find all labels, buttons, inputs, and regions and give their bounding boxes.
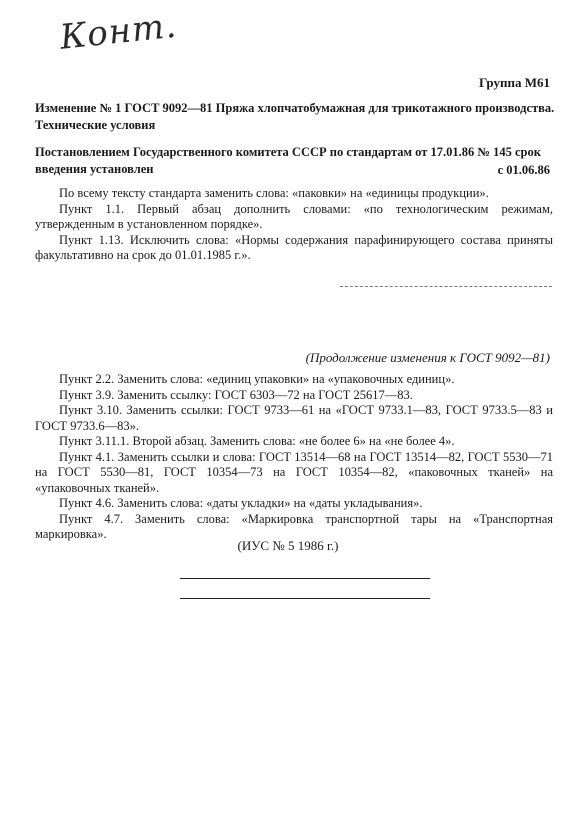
amendment-part-1 [35, 186, 553, 264]
amendment-title: Изменение № 1 ГОСТ 9092—81 Пряжа хлопчатобумажная для трикотажного производства. Технические условия [35, 101, 555, 132]
paragraph: Пункт 4.6. Заменить слова: «даты укладки» на «даты укладывания». [59, 496, 423, 510]
resolution-text: Постановлением Государственного комитета СССР по стандартам от 17.01.86 № 145 срок введения установлен [35, 145, 541, 176]
group-label: Группа М61 [478, 75, 550, 90]
paragraph: Пункт 4.1. Заменить ссылки и слова: ГОСТ 13514—68 на ГОСТ 13514—82, ГОСТ 5530—71 на ГОСТ 5530—81, ГОСТ 10354—73 на ГОСТ 10354—82, «паковочных тканей» на «упаковочных тканей». [35, 449, 553, 495]
separator-line [340, 286, 552, 287]
source-note: (ИУС № 5 1986 г.) [237, 538, 339, 553]
paragraph: Пункт 1.13. Исключить слова: «Нормы содержания парафинирующего состава приняты факультативно на срок до 01.01.1985 г.». [35, 232, 553, 262]
paragraph: Пункт 1.1. Первый абзац дополнить словами: «по технологическим режимам, утвержденным в установленном порядке». [35, 201, 553, 231]
separator-line [180, 578, 430, 579]
paragraph: По всему тексту стандарта заменить слова: «паковки» на «единицы продукции». [59, 186, 489, 200]
document-header [35, 100, 555, 178]
handwritten-note: Конт. [58, 5, 179, 58]
paragraph: Пункт 2.2. Заменить слова: «единиц упаковки» на «упаковочных единиц». [59, 372, 455, 386]
effective-date: с 01.06.86 [497, 163, 550, 177]
paragraph: Пункт 3.9. Заменить ссылку: ГОСТ 6303—72 на ГОСТ 25617—83. [59, 387, 413, 402]
continuation-title: (Продолжение изменения к ГОСТ 9092—81) [305, 350, 550, 365]
amendment-part-2 [35, 372, 553, 543]
separator-line [180, 598, 430, 599]
paragraph: Пункт 3.11.1. Второй абзац. Заменить слова: «не более 6» на «не более 4». [59, 434, 455, 448]
paragraph: Пункт 3.10. Заменить ссылки: ГОСТ 9733—61 на «ГОСТ 9733.1—83, ГОСТ 9733.5—83 и ГОСТ 9733.6—83». [35, 403, 553, 433]
paragraph: Пункт 4.7. Заменить слова: «Маркировка транспортной тары на «Транспортная маркировка». [35, 511, 553, 541]
